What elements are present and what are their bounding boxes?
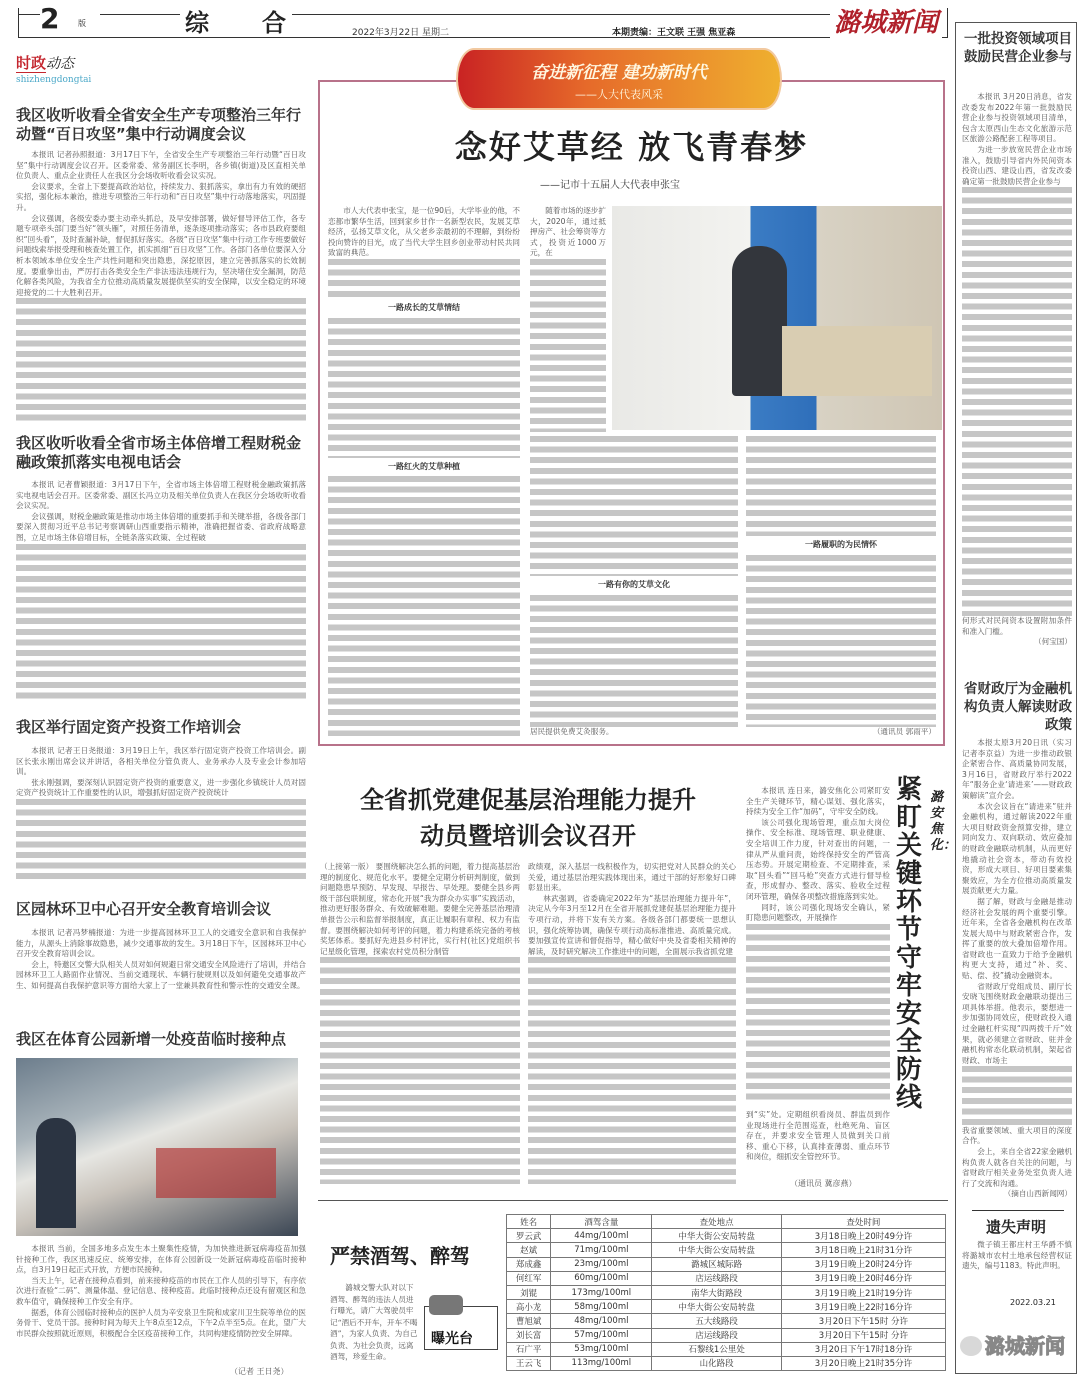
column-tag — [16, 52, 91, 85]
table-cell: 高小龙 — [507, 1300, 551, 1314]
table-cell: 3月20日下午17时18分许 — [781, 1342, 945, 1356]
subheading: 一路有你的艾草文化 — [598, 580, 670, 589]
page-header — [18, 8, 948, 38]
title-line: 全省抓党建促基层治理能力提升 — [360, 786, 696, 814]
divider — [292, 14, 830, 15]
subheading: 一路履职的为民情怀 — [805, 540, 877, 549]
table-cell: 石黎线1公里处 — [652, 1342, 781, 1356]
notice-text — [330, 1282, 498, 1363]
lost-notice-text — [962, 1240, 1072, 1294]
article-title[interactable]: 省财政厅为金融机构负责人解读财政政策 — [964, 681, 1072, 733]
text-continuation — [530, 595, 738, 728]
table-cell: 3月18日晚上21时31分许 — [781, 1243, 945, 1257]
divider — [318, 1200, 948, 1201]
wechat-icon — [960, 1336, 982, 1356]
paragraph: 本报讯 连日来，潞安焦化公司紧盯安全生产关键环节，精心谋划、强化落实，持续为安全工作“加码”，守牢安全防线。 — [746, 786, 890, 817]
table-cell: 3月19日晚上22时16分许 — [781, 1300, 945, 1314]
article-body — [16, 480, 306, 702]
table-cell: 中华大街公安局转盘 — [652, 1243, 781, 1257]
section-title-1: 综 — [185, 9, 209, 37]
paragraph: 会议要求，全省上下要提高政治站位，持续发力、狠抓落实，拿出有力有效的硬招实招，强化标本兼治，推进专项整治三年行动和“百日攻坚”集中行动落地落实，巩固提升。 — [16, 181, 306, 212]
feature-title[interactable]: 念好艾草经 放飞青春梦 — [454, 128, 809, 166]
table-cell: 刘长富 — [507, 1328, 551, 1342]
table-cell: 店运线路段 — [652, 1328, 781, 1342]
table-cell: 何红军 — [507, 1271, 551, 1285]
paragraph: 会上，特邀区交警大队相关人员对如何规避日常交通安全风险进行了培训，并结合园林环卫工人路面作业情况、当前交通现状、车辆行驶规则以及如何避免交通事故产生、如何提高自我保护意识等方面给大家上了一堂兼具教育性和警示性的交通安全课。 — [16, 959, 306, 990]
column-header: 酒驾含量 — [551, 1215, 652, 1229]
table-cell: 71mg/100ml — [551, 1243, 652, 1257]
table-cell: 3月18日晚上20时49分许 — [781, 1229, 945, 1243]
exposure-badge — [424, 1306, 498, 1350]
paragraph: 本报讯 记者冯梦楠报道：为进一步提高园林环卫工人的交通安全意识和自我保护能力，从源头上消除事故隐患，减少交通事故的发生。3月18日下午，区园林环卫中心召开安全教育培训会议。 — [16, 928, 306, 959]
article-body — [16, 928, 306, 1014]
feature-column-3 — [530, 436, 738, 738]
article-title[interactable]: 我区举行固定资产投资工作培训会 — [16, 718, 242, 736]
table-cell: 3月20日晚上21时35分许 — [781, 1356, 945, 1370]
table-cell: 58mg/100ml — [551, 1300, 652, 1314]
article-kicker: 潞安焦化： — [930, 790, 957, 853]
table-cell: 王云飞 — [507, 1356, 551, 1370]
paragraph: 何形式对民间资本设置附加条件和准入门槛。 — [962, 616, 1072, 636]
photo-person — [732, 246, 787, 396]
text-continuation — [328, 476, 520, 736]
column-tag-pinyin: shizhengdongtai — [16, 75, 92, 85]
byline: （记者 王日尧） — [230, 1367, 289, 1376]
paragraph: 本报讯 记者王日尧报道：3月19日上午，我区举行固定资产投资工作培训会。副区长张永刚出席会议并讲话，各相关单位分管负责人、业务承办人及专业会计参加培训。 — [16, 746, 306, 777]
paragraph: 本报讯 当前，全国多地多点发生本土聚集性疫情，为加快推进新冠病毒疫苗加强针接种工作，我区迅速反应、统筹安排，在体育公园新设一处新冠病毒疫苗临时接种点，自3月19日起正式开放，方便市民接种。 — [16, 1244, 306, 1275]
banner-subtitle: ——人大代表风采 — [575, 88, 663, 101]
photo-detail — [156, 1148, 276, 1198]
paragraph: 当天上午，记者在接种点看到，前来接种疫苗的市民在工作人员的引导下，有序依次进行查验“二码”、测量体温、登记信息、接种疫苗。此临时接种点还设有留观区和急救车值守，确保接种工作安全有序。 — [16, 1275, 306, 1306]
text-continuation — [746, 555, 936, 728]
paragraph: 本报讯 记者曹颖报道：3月17日下午，全省市场主体倍增工程财税金融政策抓落实电视电话会召开。区委常委、副区长冯立功及相关单位负责人在我区分会场收听收看会议实况。 — [16, 480, 306, 511]
issue-date: 2022年3月22日 星期二 — [352, 28, 449, 38]
masthead-logo: 潞城新闻 — [830, 2, 942, 39]
article-title-vertical[interactable]: 紧盯关键环节 守牢安全防线 — [895, 775, 922, 1113]
feature-photo — [612, 206, 942, 430]
article-column — [746, 1110, 890, 1174]
table-row — [507, 1257, 946, 1271]
paragraph: 为进一步放宽民营企业市场准入，鼓励引导省内外民间资本投资山西、建设山西，省发改委确定第一批鼓励民营企业参与 — [962, 144, 1072, 186]
paragraph: 本报太原3月20日讯（实习记者李京益）为进一步推动政银企紧密合作、高质量协同发展，3月16日，省财政厅举行2022年“服务企业‘请进来’——财政政策解读”宣介会。 — [962, 738, 1072, 800]
article-title[interactable]: 我区收听收看全省安全生产专项整治三年行动暨“百日攻坚”集中行动调度会议 — [16, 106, 302, 143]
byline: （通讯员 郭雨平） — [872, 727, 936, 737]
text-continuation — [962, 187, 1072, 616]
table-cell: 60mg/100ml — [551, 1271, 652, 1285]
table-cell: 郑成鑫 — [507, 1257, 551, 1271]
table-header-row — [507, 1215, 946, 1229]
title-line: 动员暨培训会议召开 — [420, 822, 636, 850]
table-cell: 113mg/100ml — [551, 1356, 652, 1370]
feature-subtitle: ——记市十五届人大代表申张宝 — [540, 180, 680, 191]
paragraph: 会议强调，各级安委办要主动牵头抓总，及早安排部署，做好督导评估工作，各专题专项牵头部门要当好“领头雁”，对照任务清单，逐条逐项推动落实；各市县政府要组织“回头看”，及时查漏补缺，督促抓好落实。各级“百日攻坚”集中行动工作专班要做好问题线索举报受理和核查处置工作，抓实抓细“百日攻坚”工作。各部门各单位要深入分析本领域本单位安全生产共性问题和突出隐患，深挖原因，建立完善抓落实的长效制度。要重拳出击，严厉打击各类安全生产非法违法违规行为，坚决堵住安全漏洞，防范化解各类风险，为我省全方位推动高质量发展提供坚实的安全保障，以安全稳定的环境迎接党的二十大胜利召开。 — [16, 213, 306, 297]
table-row — [507, 1328, 946, 1342]
notice-title[interactable]: 严禁酒驾、醉驾 — [330, 1244, 470, 1268]
table-row — [507, 1243, 946, 1257]
paragraph: 林武强调，省委确定2022年为“基层治理能力提升年”，决定从今年3月至12月在全省开展抓党建促基层治理能力提升专项行动，并将下发有关方案。各级各部门都要统一思想认识，强化统筹协调，确保专项行动高标准推进、高质量完成。要加强宣传宣讲和督促指导，精心做好中央及省委相关精神的解读，及时研究解决工作推进中的问题，全面展示我省抓党建 — [528, 893, 736, 956]
table-cell: 3月19日晚上20时24分许 — [781, 1257, 945, 1271]
paragraph: 省财政厅党组成员、副厅长安晓飞围绕财政金融联动提出三项具体举措。他表示，要想进一步加强协同效应，使财政投入通过金融杠杆实现“四两拨千斤”效果，就必须建立省财政、驻并金融机构常态化联动机制，架起省财政、市场主 — [962, 981, 1072, 1065]
table-body — [507, 1229, 946, 1371]
table-cell: 曹旭斌 — [507, 1314, 551, 1328]
feature-column-1 — [328, 206, 520, 736]
section-title-2: 合 — [262, 9, 286, 37]
page-suffix: 版 — [78, 19, 86, 28]
paragraph: 政绩观，深入基层一线积极作为，切实把党对人民群众的关心关爱，通过基层治理实践体现出来，通过干部的好形象好口碑彰显出来。 — [528, 862, 736, 893]
paragraph: 居民提供免费艾灸服务。 — [530, 727, 614, 737]
text-continuation — [16, 799, 306, 882]
table-cell: 山化路段 — [652, 1356, 781, 1370]
table-cell: 潞城区城际路 — [652, 1257, 781, 1271]
table-cell: 中华大街公安局转盘 — [652, 1300, 781, 1314]
paragraph: （上接第一版） 要围绕解决怎么抓的问题，着力提高基层治理的制度化、规范化水平。要健全定期分析研判制度，做到问题隐患早预防、早发现、早报告、早处理。要健全县乡两级干部包联制度，常态化开展“我为群众办实事”实践活动，推动更好服务群众、有效破解难题。要健全完善基层治理清单报告公示和监督举报制度，真正让履职有章程、权力有监督。要围绕解决如何考评的问题，着力构建系统完备的考核奖惩体系。要抓好先进县乡村评比，实行村(社区)党组织书记星级化管理，探索农村党员积分制管 — [320, 862, 520, 956]
table-row — [507, 1356, 946, 1370]
vaccination-site-photo — [16, 1058, 298, 1236]
table-cell: 3月20日下午15时 分许 — [781, 1314, 945, 1328]
table-row — [507, 1285, 946, 1299]
article-body — [962, 92, 1072, 648]
table-cell: 南华大街路段 — [652, 1285, 781, 1299]
text-continuation — [530, 259, 606, 432]
article-title[interactable]: 一批投资领域项目鼓励民营企业参与 — [964, 31, 1072, 65]
paragraph: 本次会议旨在“请进来”驻并金融机构，通过解读2022年重大项目财政资金预算安排，建立同向发力、双向联动、效应叠加的财政金融联动机制，从而更好地撬动社会资本，带动有效投资，形成大项目、好项目要素集聚效应，为全方位推动高质量发展贡献更大力量。 — [962, 801, 1072, 896]
paragraph: 据悉，体育公园临时接种点的医护人员为辛安泉卫生院和成家川卫生院等单位的医务骨干、党员干部。接种时间为每天上午8点至12点，下午2点半至5点。在此，望广大市民群众按照就近原则，积极配合全区疫苗接种工作，共同构建疫情防控安全屏障。 — [16, 1307, 306, 1338]
article-body — [962, 738, 1072, 1200]
article-title[interactable] — [318, 782, 738, 854]
article-column — [528, 862, 736, 1184]
table-cell: 刘锟 — [507, 1285, 551, 1299]
table-row — [507, 1342, 946, 1356]
page-number: 2 — [40, 2, 60, 35]
lost-notice-date: 2022.03.21 — [1010, 1298, 1056, 1307]
table-row — [507, 1229, 946, 1243]
banner-title: 奋进新征程 建功新时代 — [531, 63, 707, 83]
paragraph: 该公司强化现场管理，重点加大岗位操作、安全标准、现场管理、职业健康、安全培训工作力度，针对查出的问题，一律从严从重问责，始终保持安全的严管高压态势。开展定期检查、不定期排查，采取“回头看”“回马枪”突查方式进行督导检查，形成督办、整改、落实、验收全过程闭环管理，确保各项整改措施落到实处。 — [746, 817, 890, 901]
table-cell: 店运线路段 — [652, 1271, 781, 1285]
paragraph: 同时，该公司强化现场安全确认，紧盯隐患问题整改，开展操作 — [746, 902, 890, 923]
text-continuation — [746, 436, 936, 536]
text-continuation — [16, 544, 306, 702]
divider — [100, 14, 180, 15]
subheading: 一路红火的艾草种植 — [388, 461, 460, 471]
article-body — [16, 150, 306, 422]
table-cell: 中华大街公安局转盘 — [652, 1229, 781, 1243]
table-cell: 石广平 — [507, 1342, 551, 1356]
paragraph: 据了解，财政与金融是推动经济社会发展的两个重要引擎。近年来，全省各金融机构在改革发展大局中与财政紧密合作，发挥了重要的放大叠加倍增作用。省财政也一直致力于给予金融机构更大支持，通过“补、奖、贴、偿、投”撬动金融资本。 — [962, 896, 1072, 981]
table-cell: 3月19日晚上20时46分许 — [781, 1271, 945, 1285]
paragraph: 市人大代表申张宝，是一位90后，大学毕业的他，不恋都市繁华生活，回到家乡甘作一名新型农民，发展艾草经济，弘扬艾草文化，从父老乡亲最初的不理解，到纷纷投向赞许的目光，成了当代大学生回乡创业带动村民共同致富的典范。 — [328, 206, 520, 258]
text-continuation — [328, 259, 520, 299]
text-continuation — [328, 318, 520, 458]
table-cell: 罗云武 — [507, 1229, 551, 1243]
table-cell: 53mg/100ml — [551, 1342, 652, 1356]
table-cell: 48mg/100ml — [551, 1314, 652, 1328]
column-tag-black: 动态 — [46, 56, 75, 72]
table-cell: 3月19日晚上21时19分许 — [781, 1285, 945, 1299]
text-continuation — [530, 436, 738, 576]
paragraph: 本报讯 3月20日消息，省发改委发布2022年第一批鼓励民营企业参与投资领域项目清单，包含太原西山生态文化旅游示范区旅游公路配套工程等项目。 — [962, 92, 1072, 144]
table-cell: 44mg/100ml — [551, 1229, 652, 1243]
byline: （通讯员 冀彦燕） — [790, 1179, 857, 1188]
feature-column-4 — [746, 436, 936, 738]
paragraph: 会议强调，财税金融政策是推动市场主体倍增的重要抓手和关键举措，各级各部门要深入贯彻习近平总书记考察调研山西重要指示精神，准确把握省委、省政府战略意图，立足市场主体倍增目标，全链条落实政策、全过程破 — [16, 511, 306, 542]
article-title[interactable]: 区园林环卫中心召开安全教育培训会议 — [16, 900, 272, 918]
byline: （何宝国） — [1034, 637, 1072, 647]
article-body — [16, 1244, 306, 1362]
table-cell: 五大线路段 — [652, 1314, 781, 1328]
drunk-driving-table — [506, 1214, 946, 1371]
article-column — [320, 862, 520, 1184]
badge-label: 曝光台 — [431, 1330, 473, 1347]
paragraph: 到“实”处。定期组织看岗员、群监员到作业现场进行全范围巡查，杜绝死角、盲区存在，并要求安全管理人员做到关口前移、重心下移，认真排查薄弱、重点环节和岗位，细抓安全管控环节。 — [746, 1110, 890, 1162]
lost-notice-title: 遗失声明 — [985, 1218, 1046, 1236]
byline: （摘自山西新闻网） — [1003, 1189, 1072, 1199]
article-body — [16, 746, 306, 882]
text-continuation — [320, 957, 520, 1184]
subheading: 一路成长的艾草情结 — [388, 302, 460, 312]
table-cell: 57mg/100ml — [551, 1328, 652, 1342]
article-title[interactable]: 我区在体育公园新增一处疫苗临时接种点 — [16, 1030, 287, 1048]
table-cell: 23mg/100ml — [551, 1257, 652, 1271]
table-cell: 3月20日下午15时 分许 — [781, 1328, 945, 1342]
article-title[interactable]: 我区收听收看全省市场主体倍增工程财税金融政策抓落实电视电话会 — [16, 434, 302, 471]
text-continuation — [528, 957, 736, 1184]
table-cell: 赵斌 — [507, 1243, 551, 1257]
article-column — [746, 786, 890, 1104]
table-cell: 173mg/100ml — [551, 1285, 652, 1299]
photo-detail — [36, 1118, 76, 1228]
table-row — [507, 1314, 946, 1328]
feature-column-2 — [530, 206, 606, 432]
paragraph: 随着市场的逐步扩大，2020年，通过抵押房产、社会筹资等方式，投资近1000万元，在 — [530, 206, 606, 258]
column-header: 查处时间 — [781, 1215, 945, 1229]
column-header: 姓名 — [507, 1215, 551, 1229]
divider — [972, 1210, 1064, 1211]
editors: 本期责编：王文联 王强 焦亚森 — [612, 28, 736, 38]
photo-machine — [782, 326, 932, 396]
notice-paragraph: 潞城交警大队对以下酒驾、醉驾的违法人员进行曝光，请广大驾驶员牢记“酒后不开车，开车不喝酒”，为家人负责、为自己负责、为社会负责，远离酒驾，珍爱生命。 — [330, 1283, 418, 1361]
paragraph: 张永刚强调，要深刻认识固定资产投资的重要意义，进一步强化乡镇统计人员对固定资产投资统计工作重要性的认识，增强抓好固定资产投资统计 — [16, 777, 306, 798]
divider — [18, 14, 40, 15]
camera-icon — [429, 1295, 463, 1315]
column-tag-red: 时政 — [16, 54, 47, 72]
text-continuation — [746, 924, 890, 1104]
text-continuation — [16, 298, 306, 422]
paragraph: 微子镇王都庄村王华爵不慎将潞城市农村土地承包经营权证遗失，编号1183。特此声明。 — [962, 1240, 1072, 1271]
table-row — [507, 1271, 946, 1285]
paragraph: 会上，来自全省22家金融机构负责人就各自关注的问题，与省财政厅相关业务处室负责人进行了交流和沟通。 — [962, 1147, 1072, 1188]
watermark: 潞城新闻 — [985, 1334, 1065, 1358]
table-row — [507, 1300, 946, 1314]
paragraph: 本报讯 记者孙照报道：3月17日下午，全省安全生产专项整治三年行动暨“百日攻坚”集中行动调度会议召开。区委常委、常务副区长李明，各乡镇(街道)及区直相关单位负责人、重点企业责任人在我区分会场收听收看会议实况。 — [16, 150, 306, 181]
feature-banner — [458, 50, 780, 108]
column-header: 查处地点 — [652, 1215, 781, 1229]
text-continuation — [962, 1066, 1072, 1125]
paragraph: 我省重要领域、重大项目的深度合作。 — [962, 1125, 1072, 1146]
